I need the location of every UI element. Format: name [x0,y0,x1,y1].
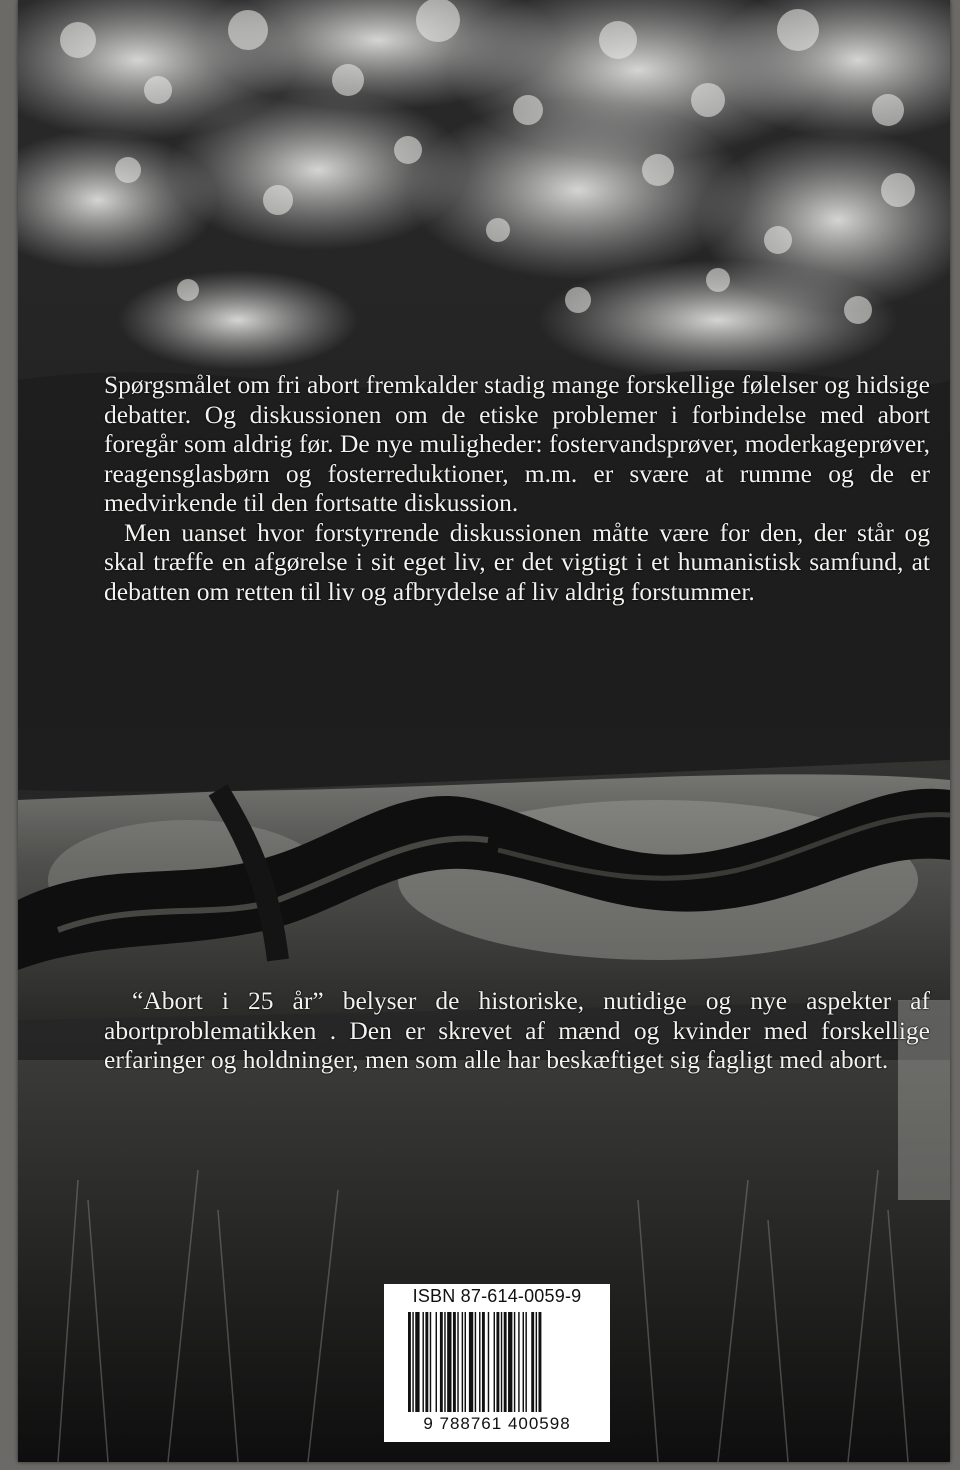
barcode-bar [482,1312,485,1412]
barcode-bar [457,1312,458,1412]
barcode-bar [508,1312,512,1412]
barcode-bar [475,1312,476,1412]
barcode-bar [525,1312,526,1412]
barcode-bar [425,1312,428,1412]
barcode-bar [501,1312,502,1412]
barcode-bar [436,1312,437,1412]
isbn-text: ISBN 87-614-0059-9 [412,1286,582,1306]
barcode-bar [514,1312,515,1412]
barcode-bar [462,1312,463,1412]
barcode-label [384,1284,610,1442]
barcode-bar [415,1312,419,1412]
blurb-paragraph-2: Men uanset hvor forstyrrende diskussionen måtte være for den, der står og skal træffe en afgørelse i sit eget liv, er det vigtigt i et humanistisk samfund, at debatten om retten til liv og afbrydelse af liv aldrig forstummer. [104,517,930,606]
ean-digits: 9 788761 400598 [423,1414,571,1433]
barcode-bar [518,1312,519,1412]
barcode-bar [447,1312,451,1412]
barcode-bar [444,1312,445,1412]
blurb-paragraph-1: Spørgsmålet om fri abort fremkalder stadig mange forskellige følelser og hidsige debatter. Og diskussionen om de etiske problemer i forbindelse med abort foregår som aldrig før. De nye muligheder: fostervandsprøver, moderkageprøver, reagensglasbørn og fosterreduktioner, m.m. er svære at rumme og de er medvirkende til den fortsatte diskussion. [104,370,930,517]
barcode-bar [504,1312,507,1412]
barcode-bar [440,1312,443,1412]
barcode-bar [488,1312,489,1412]
barcode-bar [412,1312,413,1412]
barcode-bar [423,1312,424,1412]
barcode-bar [465,1312,466,1412]
back-cover [18,0,950,1462]
blurb-lower [104,986,930,1075]
barcode-bar [531,1312,534,1412]
blurb-upper [104,370,930,606]
barcode-bar [523,1312,524,1412]
barcode-bar [536,1312,537,1412]
tree-photograph [18,0,950,1462]
barcode-bar [469,1312,473,1412]
blurb-paragraph-3: “Abort i 25 år” belyser de historiske, nutidige og nye aspekter af abortproblematikken . Den er skrevet af mænd og kvinder med forskellige erfaringer og holdninger, men som alle har beskæftiget sig fagligt med abort. [104,986,930,1074]
barcode-bars [408,1312,590,1412]
barcode-bar [430,1312,431,1412]
barcode-bar [494,1312,495,1412]
barcode-bar [453,1312,456,1412]
barcode-bar [539,1312,542,1412]
barcode-bar [408,1312,411,1412]
barcode-bar [496,1312,499,1412]
barcode-bar [479,1312,480,1412]
